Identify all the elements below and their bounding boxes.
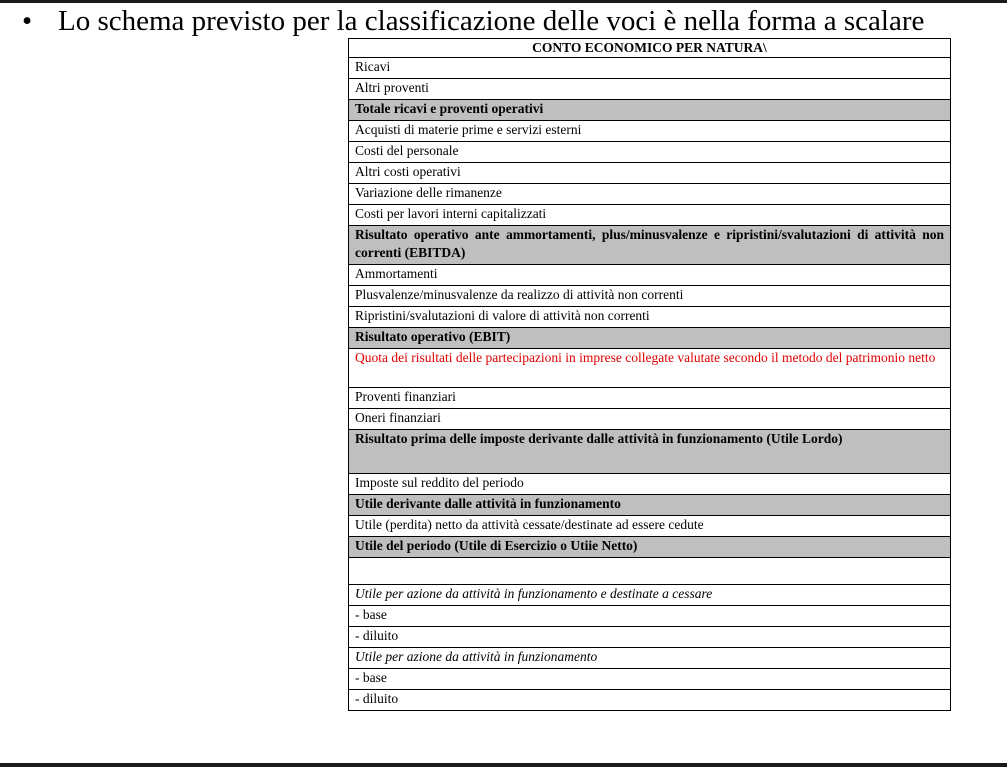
table-cell: Ammortamenti	[349, 265, 951, 286]
table-row	[349, 474, 951, 495]
table-row	[349, 142, 951, 163]
table-cell: Quota dei risultati delle partecipazioni in imprese collegate valutate secondo il metodo del patrimonio netto	[349, 349, 951, 388]
table-cell: Proventi finanziari	[349, 388, 951, 409]
table-cell: Utile (perdita) netto da attività cessate/destinate ad essere cedute	[349, 516, 951, 537]
table-row	[349, 537, 951, 558]
table-row	[349, 669, 951, 690]
table-row	[349, 205, 951, 226]
table-cell: Risultato operativo ante ammortamenti, plus/minusvalenze e ripristini/svalutazioni di attività non correnti (EBITDA)	[349, 226, 951, 265]
table-row	[349, 226, 951, 265]
table-cell: Costi per lavori interni capitalizzati	[349, 205, 951, 226]
table-row	[349, 648, 951, 669]
table-cell: Utile per azione da attività in funzionamento e destinate a cessare	[349, 585, 951, 606]
table-cell: - diluito	[349, 627, 951, 648]
table-row	[349, 286, 951, 307]
table-cell: Acquisti di materie prime e servizi esterni	[349, 121, 951, 142]
table-header-row	[349, 39, 951, 58]
bullet-glyph: •	[22, 5, 33, 37]
table-row	[349, 690, 951, 711]
table-cell: Utile derivante dalle attività in funzionamento	[349, 495, 951, 516]
table-cell: - base	[349, 669, 951, 690]
table-row	[349, 558, 951, 585]
table-row	[349, 184, 951, 205]
table-row	[349, 627, 951, 648]
table-cell: Altri costi operativi	[349, 163, 951, 184]
table-cell: Oneri finanziari	[349, 409, 951, 430]
table-row	[349, 79, 951, 100]
table-cell: Costi del personale	[349, 142, 951, 163]
table-cell: - diluito	[349, 690, 951, 711]
table-row	[349, 585, 951, 606]
table-row	[349, 606, 951, 627]
table-cell: Utile del periodo (Utile di Esercizio o Utiie Netto)	[349, 537, 951, 558]
table-cell: Ripristini/svalutazioni di valore di attività non correnti	[349, 307, 951, 328]
table-row	[349, 265, 951, 286]
table-cell: Imposte sul reddito del periodo	[349, 474, 951, 495]
bottom-rule	[0, 763, 1007, 767]
table-row	[349, 388, 951, 409]
table-row	[349, 430, 951, 474]
table-row	[349, 349, 951, 388]
table-row	[349, 58, 951, 79]
table-row	[349, 328, 951, 349]
table-cell: Risultato prima delle imposte derivante dalle attività in funzionamento (Utile Lordo)	[349, 430, 951, 474]
table-title: CONTO ECONOMICO PER NATURA\	[349, 39, 951, 58]
table-row	[349, 409, 951, 430]
table-cell: Risultato operativo (EBIT)	[349, 328, 951, 349]
table-cell	[349, 558, 951, 585]
heading-text: Lo schema previsto per la classificazione delle voci è nella forma a scalare	[58, 5, 925, 37]
table-cell: Totale ricavi e proventi operativi	[349, 100, 951, 121]
table-row	[349, 100, 951, 121]
table-cell: - base	[349, 606, 951, 627]
table-cell: Altri proventi	[349, 79, 951, 100]
table-cell: Utile per azione da attività in funzionamento	[349, 648, 951, 669]
table-row	[349, 121, 951, 142]
table-row	[349, 307, 951, 328]
table-row	[349, 163, 951, 184]
top-rule	[0, 0, 1007, 3]
table-row	[349, 495, 951, 516]
income-statement-table	[348, 38, 951, 711]
table-cell: Ricavi	[349, 58, 951, 79]
table-row	[349, 516, 951, 537]
table-cell: Variazione delle rimanenze	[349, 184, 951, 205]
table-cell: Plusvalenze/minusvalenze da realizzo di attività non correnti	[349, 286, 951, 307]
slide-heading	[22, 4, 1002, 38]
